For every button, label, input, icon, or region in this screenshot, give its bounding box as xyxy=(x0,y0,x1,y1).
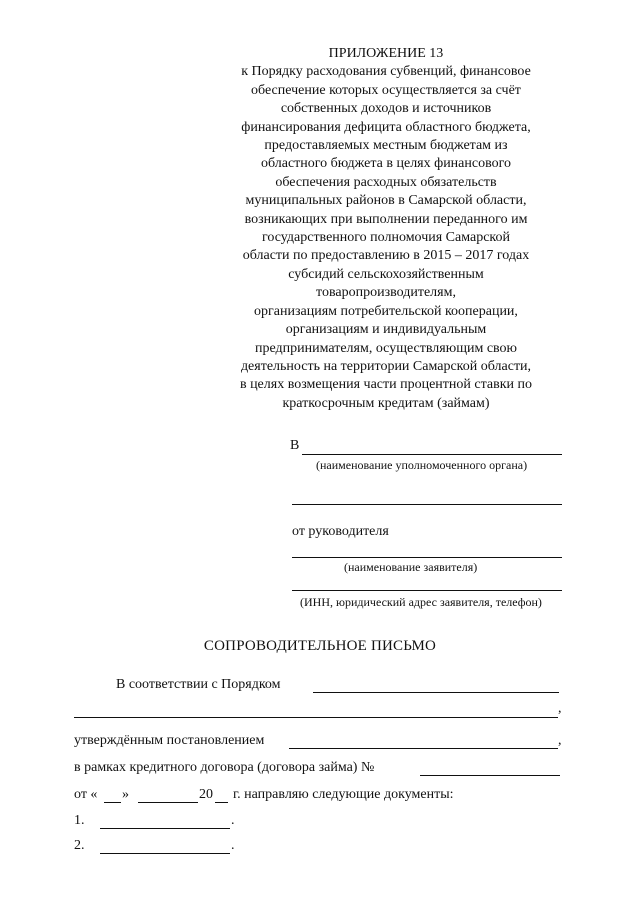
letter-line-4: в рамках кредитного договора (договора займа) № xyxy=(74,760,375,775)
comma: , xyxy=(558,733,562,748)
appendix-line: финансирования дефицита областного бюджета, xyxy=(241,119,531,135)
appendix-line: деятельность на территории Самарской области, xyxy=(240,358,532,374)
appendix-line: предоставляемых местным бюджетам из xyxy=(264,138,508,154)
appendix-header xyxy=(218,45,554,413)
order-name-field-2[interactable] xyxy=(74,717,558,718)
list-item-end: . xyxy=(231,838,235,853)
date-suffix: г. направляю следующие документы: xyxy=(233,787,454,802)
appendix-line: возникающих при выполнении переданного им xyxy=(244,211,528,227)
appendix-line: обеспечения расходных обязательств xyxy=(275,174,497,190)
document-field-1[interactable] xyxy=(100,828,230,829)
order-name-field[interactable] xyxy=(313,692,559,693)
authority-caption: (наименование уполномоченного органа) xyxy=(316,458,528,472)
date-day-field[interactable] xyxy=(104,802,121,803)
appendix-line: к Порядку расходования субвенций, финансовое xyxy=(241,64,531,80)
letter-line-1: В соответствии с Порядком xyxy=(116,677,281,692)
appendix-line: организациям и индивидуальным xyxy=(285,322,487,338)
to-prefix: В xyxy=(290,438,300,453)
date-prefix: от « xyxy=(74,787,98,802)
authority-name-field[interactable] xyxy=(302,454,562,455)
details-caption: (ИНН, юридический адрес заявителя, телефон) xyxy=(300,595,542,609)
applicant-details-field[interactable] xyxy=(292,590,562,591)
appendix-line: субсидий сельскохозяйственным xyxy=(288,266,484,282)
appendix-line: в целях возмещения части процентной ставки по xyxy=(239,377,533,393)
appendix-line: области по предоставлению в 2015 – 2017 годах xyxy=(242,248,530,264)
date-mid: » xyxy=(122,787,129,802)
document-field-2[interactable] xyxy=(100,853,230,854)
list-item-end: . xyxy=(231,813,235,828)
letter-title: СОПРОВОДИТЕЛЬНОЕ ПИСЬМО xyxy=(203,638,437,654)
list-item-number: 2. xyxy=(74,838,85,853)
date-year: 20 xyxy=(199,787,213,802)
appendix-line: краткосрочным кредитам (займам) xyxy=(282,395,490,411)
letter-line-3: утверждённым постановлением xyxy=(74,733,265,748)
appendix-line: государственного полномочия Самарской xyxy=(262,230,510,246)
list-item-number: 1. xyxy=(74,813,85,828)
from-label: от руководителя xyxy=(292,524,389,539)
authority-name-field-2[interactable] xyxy=(292,504,562,505)
resolution-field[interactable] xyxy=(289,748,558,749)
appendix-line: обеспечение которых осуществляется за счёт xyxy=(251,82,521,98)
appendix-line: предпринимателям, осуществляющим свою xyxy=(254,340,518,356)
date-month-field[interactable] xyxy=(138,802,198,803)
appendix-line: собственных доходов и источников xyxy=(280,101,492,117)
applicant-name-field[interactable] xyxy=(292,557,562,558)
appendix-title: ПРИЛОЖЕНИЕ 13 xyxy=(328,46,444,61)
date-year-field[interactable] xyxy=(215,802,228,803)
comma: , xyxy=(558,701,562,716)
appendix-line: областного бюджета в целях финансового xyxy=(260,156,512,172)
appendix-line: организациям потребительской кооперации, xyxy=(254,303,518,319)
appendix-line: товаропроизводителям, xyxy=(316,285,456,301)
contract-number-field[interactable] xyxy=(420,775,560,776)
applicant-caption: (наименование заявителя) xyxy=(344,560,478,574)
appendix-line: муниципальных районов в Самарской области, xyxy=(245,193,527,209)
